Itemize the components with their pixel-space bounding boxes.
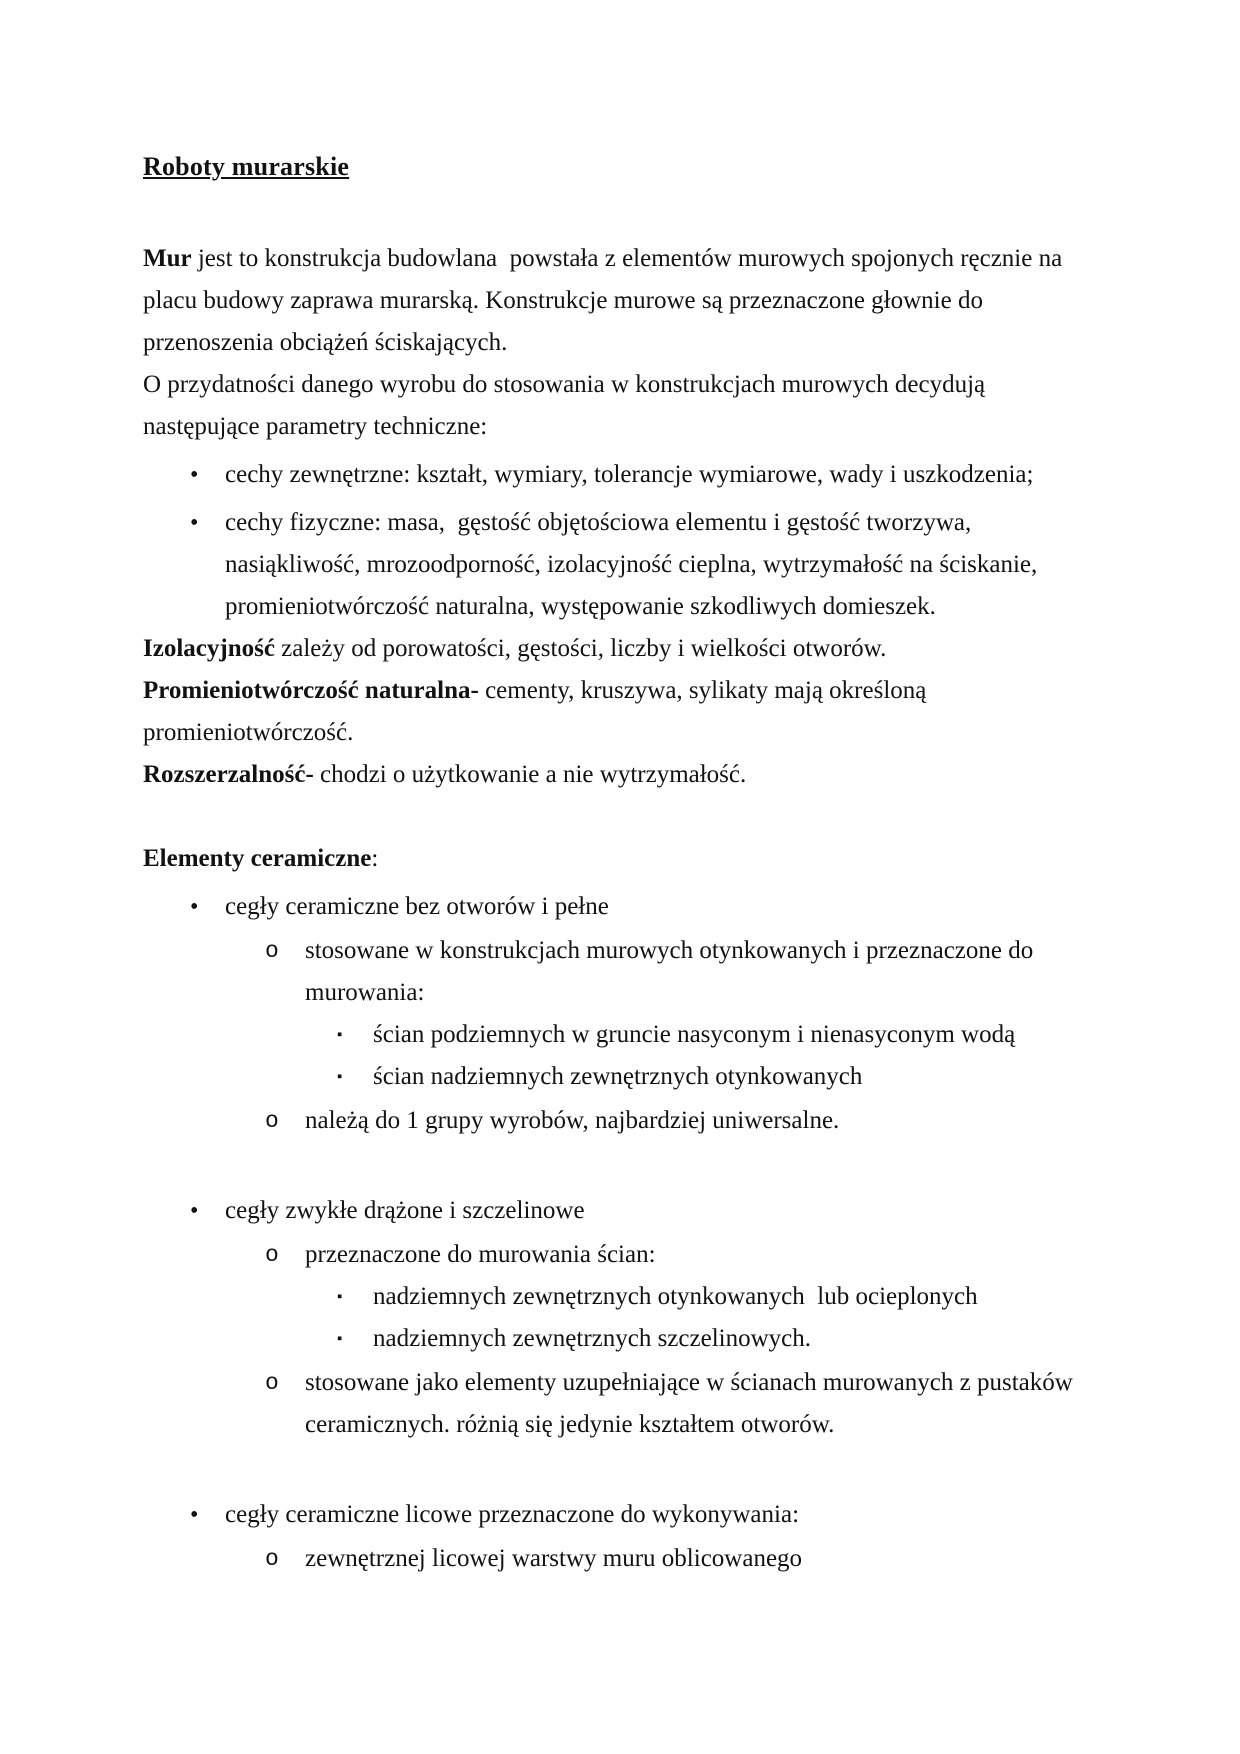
bullet-square-icon: ▪ — [337, 1027, 343, 1043]
intro-lead-term: Mur — [143, 245, 192, 272]
list-item-text: stosowane w konstrukcjach murowych otynkowanych i przeznaczone do murowania: — [305, 937, 1040, 1006]
bullet-circle-icon: o — [265, 1242, 279, 1268]
definition-rozszerzalnosc — [143, 754, 1102, 796]
list-item — [143, 886, 1102, 928]
list-item-text: zewnętrznej licowej warstwy muru oblicowanego — [305, 1545, 803, 1572]
bullet-square-icon: ▪ — [337, 1331, 343, 1347]
list-item-text: przeznaczone do murowania ścian: — [305, 1241, 656, 1268]
section-heading-colon: : — [371, 845, 379, 872]
list-item — [143, 1276, 1102, 1318]
definition-text: cementy, kruszywa, sylikaty mają określoną promieniotwórczość. — [143, 677, 933, 746]
document-title: Roboty murarskie — [143, 152, 350, 181]
definition-term: Rozszerzalność- — [143, 761, 314, 788]
bullet-dot-icon: • — [190, 894, 199, 920]
definition-izolacyjnosc — [143, 628, 1102, 670]
list-item-param-2 — [143, 502, 1102, 628]
bullet-square-icon: ▪ — [337, 1069, 343, 1085]
list-item — [143, 1234, 1102, 1276]
spacer — [143, 1142, 1102, 1184]
list-item — [143, 1014, 1102, 1056]
bullet-circle-icon: o — [265, 938, 279, 964]
list-item-param-1 — [143, 454, 1102, 496]
list-item — [143, 1538, 1102, 1580]
bullet-square-icon: ▪ — [337, 1289, 343, 1305]
list-item-text: cegły ceramiczne licowe przeznaczone do wykonywania: — [225, 1501, 800, 1528]
bullet-dot-icon: • — [190, 1198, 199, 1224]
list-item-text: cegły zwykłe drążone i szczelinowe — [225, 1197, 585, 1224]
list-item-text: cechy fizyczne: masa, gęstość objętościowa elementu i gęstość tworzywa, nasiąkliwość, mrozoodporność, izolacyjność cieplna, wytrzymałość na ściskanie, promieniotwórczość naturalna, występowanie szkodliwych domieszek. — [225, 509, 1044, 620]
definition-promieniotworczosc — [143, 670, 1102, 754]
list-item — [143, 1056, 1102, 1098]
bullet-dot-icon: • — [190, 510, 199, 536]
definition-text: zależy od porowatości, gęstości, liczby i wielkości otworów. — [274, 635, 887, 662]
list-item-text: stosowane jako elementy uzupełniające w ścianach murowanych z pustaków ceramicznych. różnią się jedynie kształtem otworów. — [305, 1369, 1080, 1438]
spacer — [143, 189, 1102, 238]
list-item — [143, 1318, 1102, 1360]
bullet-dot-icon: • — [190, 1502, 199, 1528]
list-item-text: cechy zewnętrzne: kształt, wymiary, tolerancje wymiarowe, wady i uszkodzenia; — [225, 461, 1034, 488]
intro-paragraph — [143, 238, 1102, 364]
list-item — [143, 930, 1102, 1014]
bullet-circle-icon: o — [265, 1370, 279, 1396]
suitability-paragraph: O przydatności danego wyrobu do stosowania w konstrukcjach murowych decydują następujące parametry techniczne: — [143, 371, 992, 440]
list-item-text: ścian podziemnych w gruncie nasyconym i nienasyconym wodą — [373, 1021, 1016, 1048]
spacer — [143, 1446, 1102, 1488]
list-item-text: cegły ceramiczne bez otworów i pełne — [225, 893, 609, 920]
spacer — [143, 796, 1102, 838]
bullet-circle-icon: o — [265, 1108, 279, 1134]
list-item-text: ścian nadziemnych zewnętrznych otynkowanych — [373, 1063, 863, 1090]
list-item — [143, 1100, 1102, 1142]
list-item — [143, 1494, 1102, 1536]
list-item-text: nadziemnych zewnętrznych szczelinowych. — [373, 1325, 811, 1352]
definition-text: chodzi o użytkowanie a nie wytrzymałość. — [313, 761, 747, 788]
list-item — [143, 1362, 1102, 1446]
definition-term: Promieniotwórczość naturalna- — [143, 677, 479, 704]
list-item-text: należą do 1 grupy wyrobów, najbardziej uniwersalne. — [305, 1107, 840, 1134]
section-heading — [143, 838, 1102, 880]
bullet-dot-icon: • — [190, 462, 199, 488]
intro-text: jest to konstrukcja budowlana powstała z elementów murowych spojonych ręcznie na placu budowy zaprawa murarską. Konstrukcje murowe są przeznaczone głownie do przenoszenia obciążeń ściskających. — [143, 245, 1069, 356]
definition-term: Izolacyjność — [143, 635, 275, 662]
title-line — [143, 146, 1102, 189]
list-item — [143, 1190, 1102, 1232]
section-heading-text: Elementy ceramiczne — [143, 845, 372, 872]
list-item-text: nadziemnych zewnętrznych otynkowanych lub ocieplonych — [373, 1283, 978, 1310]
bullet-circle-icon: o — [265, 1546, 279, 1572]
